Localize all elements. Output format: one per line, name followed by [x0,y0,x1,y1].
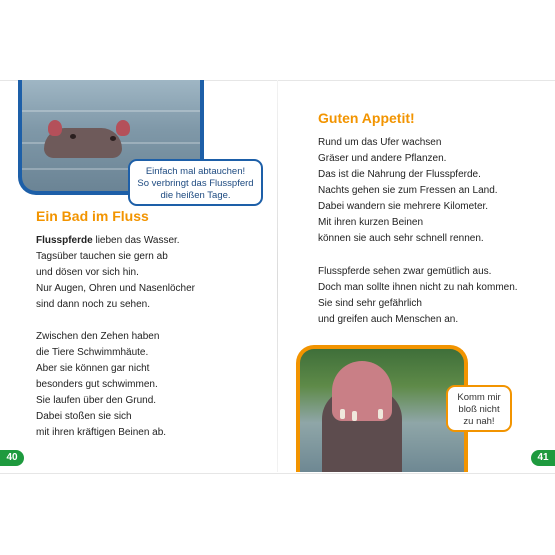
hippo-yawning-photo [296,345,468,472]
hippo-eye [110,136,116,141]
paragraph-left-2 [36,329,166,441]
text-line: Rund um das Ufer wachsen [318,137,442,148]
text-line: und dösen vor sich hin. [36,267,139,278]
text-line: Das ist die Nahrung der Flusspferde. [318,169,481,180]
text-line: sind dann noch zu sehen. [36,299,150,310]
text-line: Dabei stoßen sie sich [36,411,132,422]
photo-caption-left: Einfach mal abtauchen! So verbringt das Flusspferd die heißen Tage. [128,159,263,206]
paragraph-left-1 [36,233,195,313]
text-line: Tagsüber tauchen sie gern ab [36,251,168,262]
text-line: Sie laufen über den Grund. [36,395,157,406]
text-line: und greifen auch Menschen an. [318,314,459,325]
hippo-eye [70,134,76,139]
text-line: Mit ihren kurzen Beinen [318,217,424,228]
hippo-ear-left [48,120,62,136]
text-line: Sie sind sehr gefährlich [318,298,422,309]
hippo-ear-right [116,120,130,136]
page-gutter [277,80,278,472]
text-line: Aber sie können gar nicht [36,363,150,374]
page-number-left: 40 [0,450,24,466]
text-line: besonders gut schwimmen. [36,379,158,390]
paragraph-right-2 [318,264,518,328]
section-heading-left: Ein Bad im Fluss [36,208,149,224]
text-line: können sie auch sehr schnell rennen. [318,233,484,244]
text-line: Doch man sollte ihnen nicht zu nah kommen. [318,282,518,293]
text-line: mit ihren kräftigen Beinen ab. [36,427,167,438]
paragraph-right-1 [318,135,498,247]
photo-caption-right: Komm mir bloß nicht zu nah! [446,385,512,432]
text-line: Flusspferde sehen zwar gemütlich aus. [318,266,492,277]
text-line: Gräser und andere Pflanzen. [318,153,447,164]
text-line: Zwischen den Zehen haben [36,331,160,342]
text-line: Nur Augen, Ohren und Nasenlöcher [36,283,195,294]
text-line: Dabei wandern sie mehrere Kilometer. [318,201,489,212]
text-line: Flusspferde lieben das Wasser. [36,235,180,246]
text-line: Nachts gehen sie zum Fressen an Land. [318,185,498,196]
page-number-right: 41 [531,450,555,466]
text-line: die Tiere Schwimmhäute. [36,347,149,358]
section-heading-right: Guten Appetit! [318,110,415,126]
